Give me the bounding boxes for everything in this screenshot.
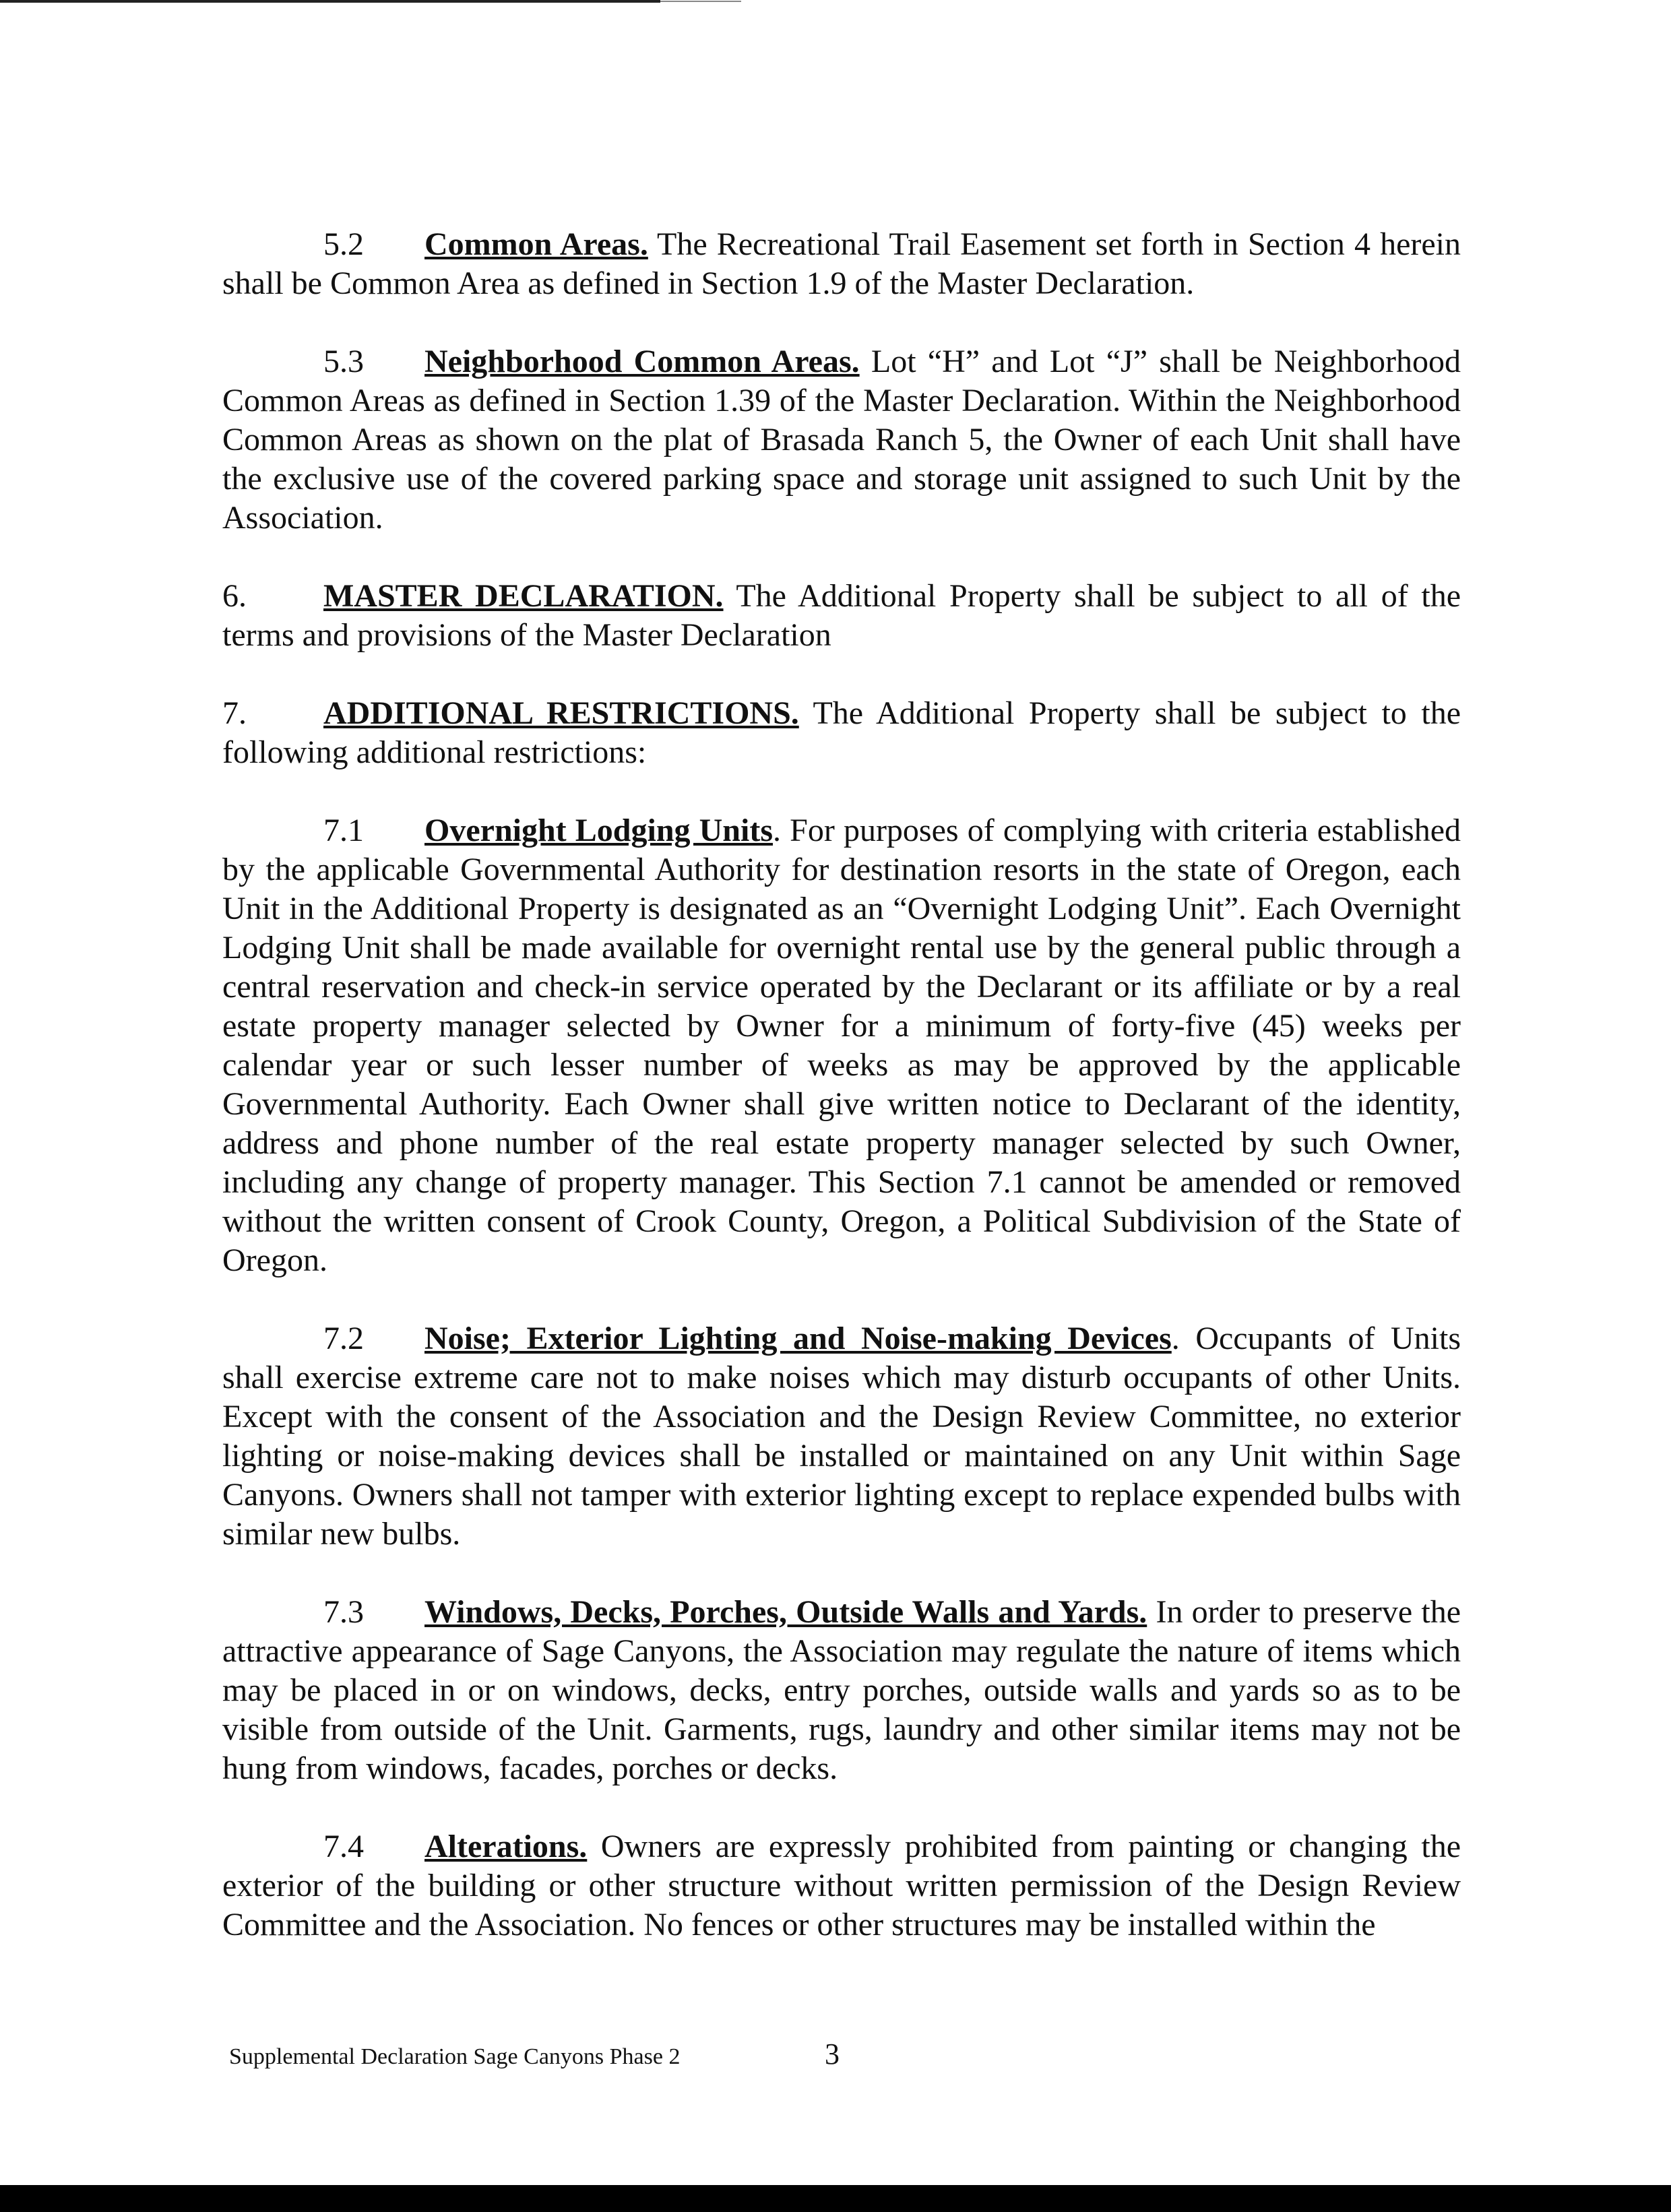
section-heading: Common Areas.: [424, 226, 648, 262]
section-5-2: [222, 225, 1461, 303]
section-7-3: [222, 1593, 1461, 1788]
section-text: . For purposes of complying with criteria established by the applicable Governmental Authority for destination resorts in the state of Oregon, each Unit in the Additional Property is designated as an “Overnight Lodging Unit”. Each Overnight Lodging Unit shall be made available for overnight rental use by the general public through a central reservation and check-in service operated by the Declarant or its affiliate or by a real estate property manager selected by Owner for a minimum of forty-five (45) weeks per calendar year or such lesser number of weeks as may be approved by the applicable Governmental Authority. Each Owner shall give written notice to Declarant of the identity, address and phone number of the real estate property manager selected by such Owner, including any change of property manager. This Section 7.1 cannot be amended or removed without the written consent of Crook County, Oregon, a Political Subdivision of the State of Oregon.: [222, 813, 1461, 1278]
section-number: 7.3: [323, 1594, 364, 1630]
section-7-2: [222, 1319, 1461, 1554]
section-number: 7.2: [323, 1321, 364, 1356]
section-heading: Alterations.: [424, 1829, 588, 1864]
section-7-1: [222, 811, 1461, 1280]
section-number: 5.3: [323, 344, 364, 379]
scan-top-edge-line-faint: [660, 1, 741, 2]
section-text: The Recreational Trail Easement set forth in Section 4 herein shall be Common Area as defined in Section 1.9 of the Master Declaration.: [222, 226, 1461, 301]
section-number: 7.1: [323, 813, 364, 848]
section-5-3: [222, 342, 1461, 538]
section-heading: Neighborhood Common Areas.: [424, 344, 860, 379]
section-7-4: [222, 1827, 1461, 1945]
section-heading: Windows, Decks, Porches, Outside Walls and Yards.: [424, 1594, 1147, 1630]
section-number: 5.2: [323, 226, 364, 262]
section-heading: ADDITIONAL RESTRICTIONS.: [323, 695, 799, 731]
section-heading: Overnight Lodging Units: [424, 813, 774, 848]
section-number: 7.: [222, 695, 247, 731]
section-text: . Occupants of Units shall exercise extreme care not to make noises which may disturb occupants of other Units. Except with the consent of the Association and the Design Review Committee, no exterior lighting or noise-making devices shall be installed or maintained on any Unit within Sage Canyons. Owners shall not tamper with exterior lighting except to replace expended bulbs with similar new bulbs.: [222, 1321, 1461, 1552]
scan-top-edge-line: [0, 0, 660, 3]
section-text: Lot “H” and Lot “J” shall be Neighborhood Common Areas as defined in Section 1.39 of the Master Declaration. Within the Neighborhood Common Areas as shown on the plat of Brasada Ranch 5, the Owner of each Unit shall have the exclusive use of the covered parking space and storage unit assigned to such Unit by the Association.: [222, 344, 1461, 536]
section-heading: MASTER DECLARATION.: [323, 578, 724, 614]
section-6: [222, 577, 1461, 655]
scan-bottom-edge-bar: [0, 2185, 1671, 2212]
page-number: 3: [825, 2037, 840, 2071]
section-text: The Additional Property shall be subject to the following additional restrictions:: [222, 695, 1461, 770]
section-text: In order to preserve the attractive appearance of Sage Canyons, the Association may regulate the nature of items which may be placed in or on windows, decks, entry porches, outside walls and yards so as to be visible from outside of the Unit. Garments, rugs, laundry and other similar items may not be hung from windows, facades, porches or decks.: [222, 1594, 1461, 1786]
section-text: Owners are expressly prohibited from painting or changing the exterior of the building or other structure without written permission of the Design Review Committee and the Association. No fences or other structures may be installed within the: [222, 1829, 1461, 1942]
footer-document-title: Supplemental Declaration Sage Canyons Phase 2: [229, 2044, 681, 2069]
section-number: 6.: [222, 578, 247, 614]
section-number: 7.4: [323, 1829, 364, 1864]
section-heading: Noise; Exterior Lighting and Noise-making Devices: [424, 1321, 1172, 1356]
page-footer: [229, 2044, 903, 2071]
document-body: [222, 225, 1461, 1984]
section-7: [222, 694, 1461, 772]
section-text: The Additional Property shall be subject to all of the terms and provisions of the Master Declaration: [222, 578, 1461, 653]
